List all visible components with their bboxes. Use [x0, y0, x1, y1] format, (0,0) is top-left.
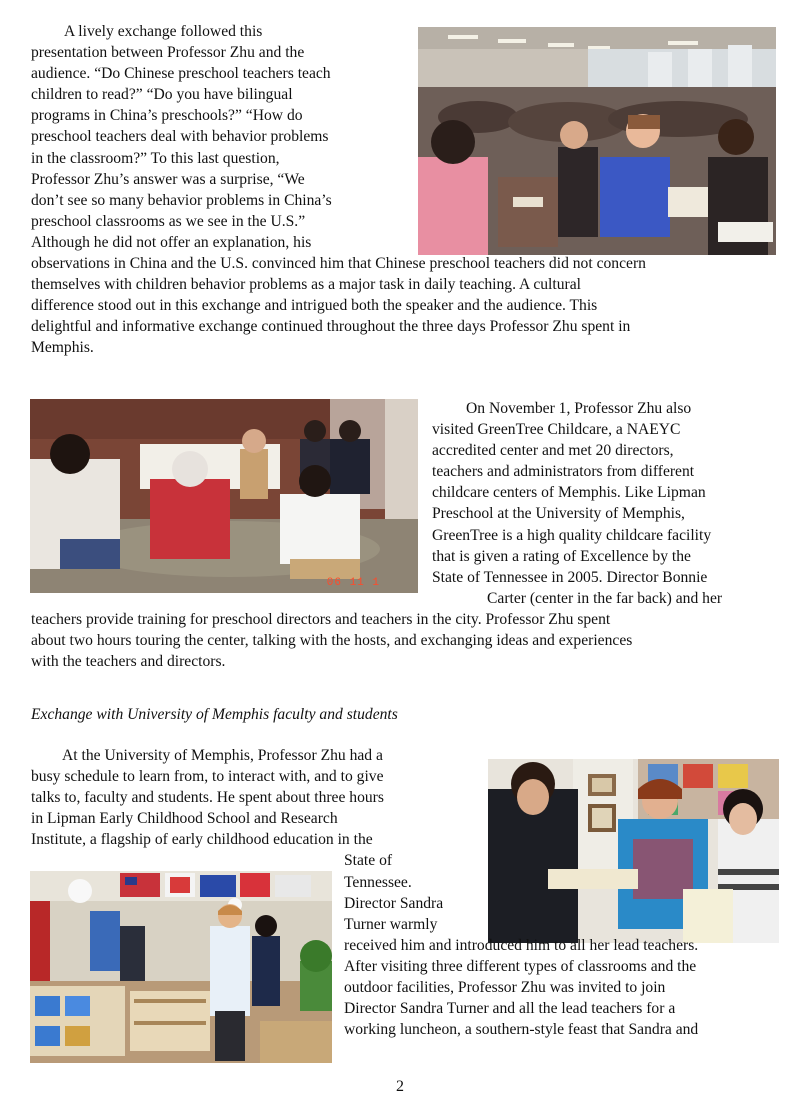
text-line: don’t see so many behavior problems in China’s — [31, 191, 332, 209]
text-line: teachers provide training for preschool directors and teachers in the city. Professor Zhu spent — [31, 610, 611, 628]
text-line: Director Sandra Turner and all the lead teachers for a — [344, 1000, 676, 1018]
text-line: A lively exchange followed this — [64, 23, 263, 40]
text-line: Director Sandra — [344, 894, 444, 912]
text-line: that is given a rating of Excellence by the — [432, 547, 691, 565]
text-line: talks to, faculty and students. He spent about three hours — [31, 789, 384, 807]
text-line: Institute, a flagship of early childhood education in the — [31, 831, 373, 849]
text-line: State of Tennessee in 2005. Director Bonnie — [432, 568, 708, 586]
text-line: preschool classrooms as we see in the U.S.” — [31, 212, 306, 230]
text-line: outdoor facilities, Professor Zhu was invited to join — [344, 979, 666, 997]
text-line: State of — [344, 852, 393, 870]
text-line: Turner warmly — [344, 915, 438, 933]
text-line: childcare centers of Memphis. Like Lipman — [432, 484, 706, 502]
paragraph-greentree-visit — [31, 398, 722, 672]
text-line: Professor Zhu’s answer was a surprise, “We — [31, 170, 305, 188]
text-line: Tennessee. — [344, 873, 412, 891]
text-line: accredited center and met 20 directors, — [432, 442, 674, 460]
text-line: presentation between Professor Zhu and the — [31, 44, 305, 62]
paragraph-university-visit — [31, 745, 698, 1040]
conference-audience-photo — [418, 27, 776, 255]
text-line: difference stood out in this exchange and intrigued both the speaker and the audience. This — [31, 297, 598, 315]
text-line: After visiting three different types of classrooms and the — [344, 957, 697, 975]
text-line: Preschool at the University of Memphis, — [432, 505, 685, 523]
section-heading: Exchange with University of Memphis faculty and students — [31, 706, 398, 723]
text-line: GreenTree is a high quality childcare facility — [432, 526, 712, 544]
text-line: teachers and administrators from different — [432, 463, 695, 481]
text-line: preschool teachers deal with behavior problems — [31, 128, 329, 146]
text-line: visited GreenTree Childcare, a NAEYC — [432, 421, 681, 439]
text-line: in the classroom?” To this last question, — [31, 149, 280, 167]
text-line: received him and introduced him to all her lead teachers. — [344, 936, 699, 954]
text-line: Memphis. — [31, 339, 94, 357]
text-line: observations in China and the U.S. convinced him that Chinese preschool teachers did not concern — [31, 255, 646, 273]
text-line: programs in China’s preschools?” “How do — [31, 107, 303, 125]
text-line: Although he did not offer an explanation, his — [31, 233, 312, 251]
text-line: Carter (center in the far back) and her — [487, 589, 723, 607]
text-line: At the University of Memphis, Professor Zhu had a — [62, 747, 383, 764]
page-number: 2 — [396, 1078, 404, 1095]
text-line: delightful and informative exchange continued throughout the three days Professor Zhu spent in — [31, 318, 631, 336]
text-line: in Lipman Early Childhood School and Research — [31, 810, 338, 828]
text-line: themselves with children behavior problems as a major task in daily teaching. A cultural — [31, 276, 581, 294]
text-line: with the teachers and directors. — [31, 653, 226, 671]
text-line: about two hours touring the center, talking with the hosts, and exchanging ideas and experiences — [31, 632, 633, 650]
text-line: On November 1, Professor Zhu also — [466, 400, 692, 417]
text-line: working luncheon, a southern-style feast that Sandra and — [344, 1021, 699, 1039]
photo-date-stamp: 06 11 1 — [326, 577, 380, 589]
text-line: busy schedule to learn from, to interact with, and to give — [31, 768, 384, 786]
text-line: audience. “Do Chinese preschool teachers teach — [31, 65, 331, 83]
text-line: children to read?” “Do you have bilingual — [31, 86, 293, 104]
